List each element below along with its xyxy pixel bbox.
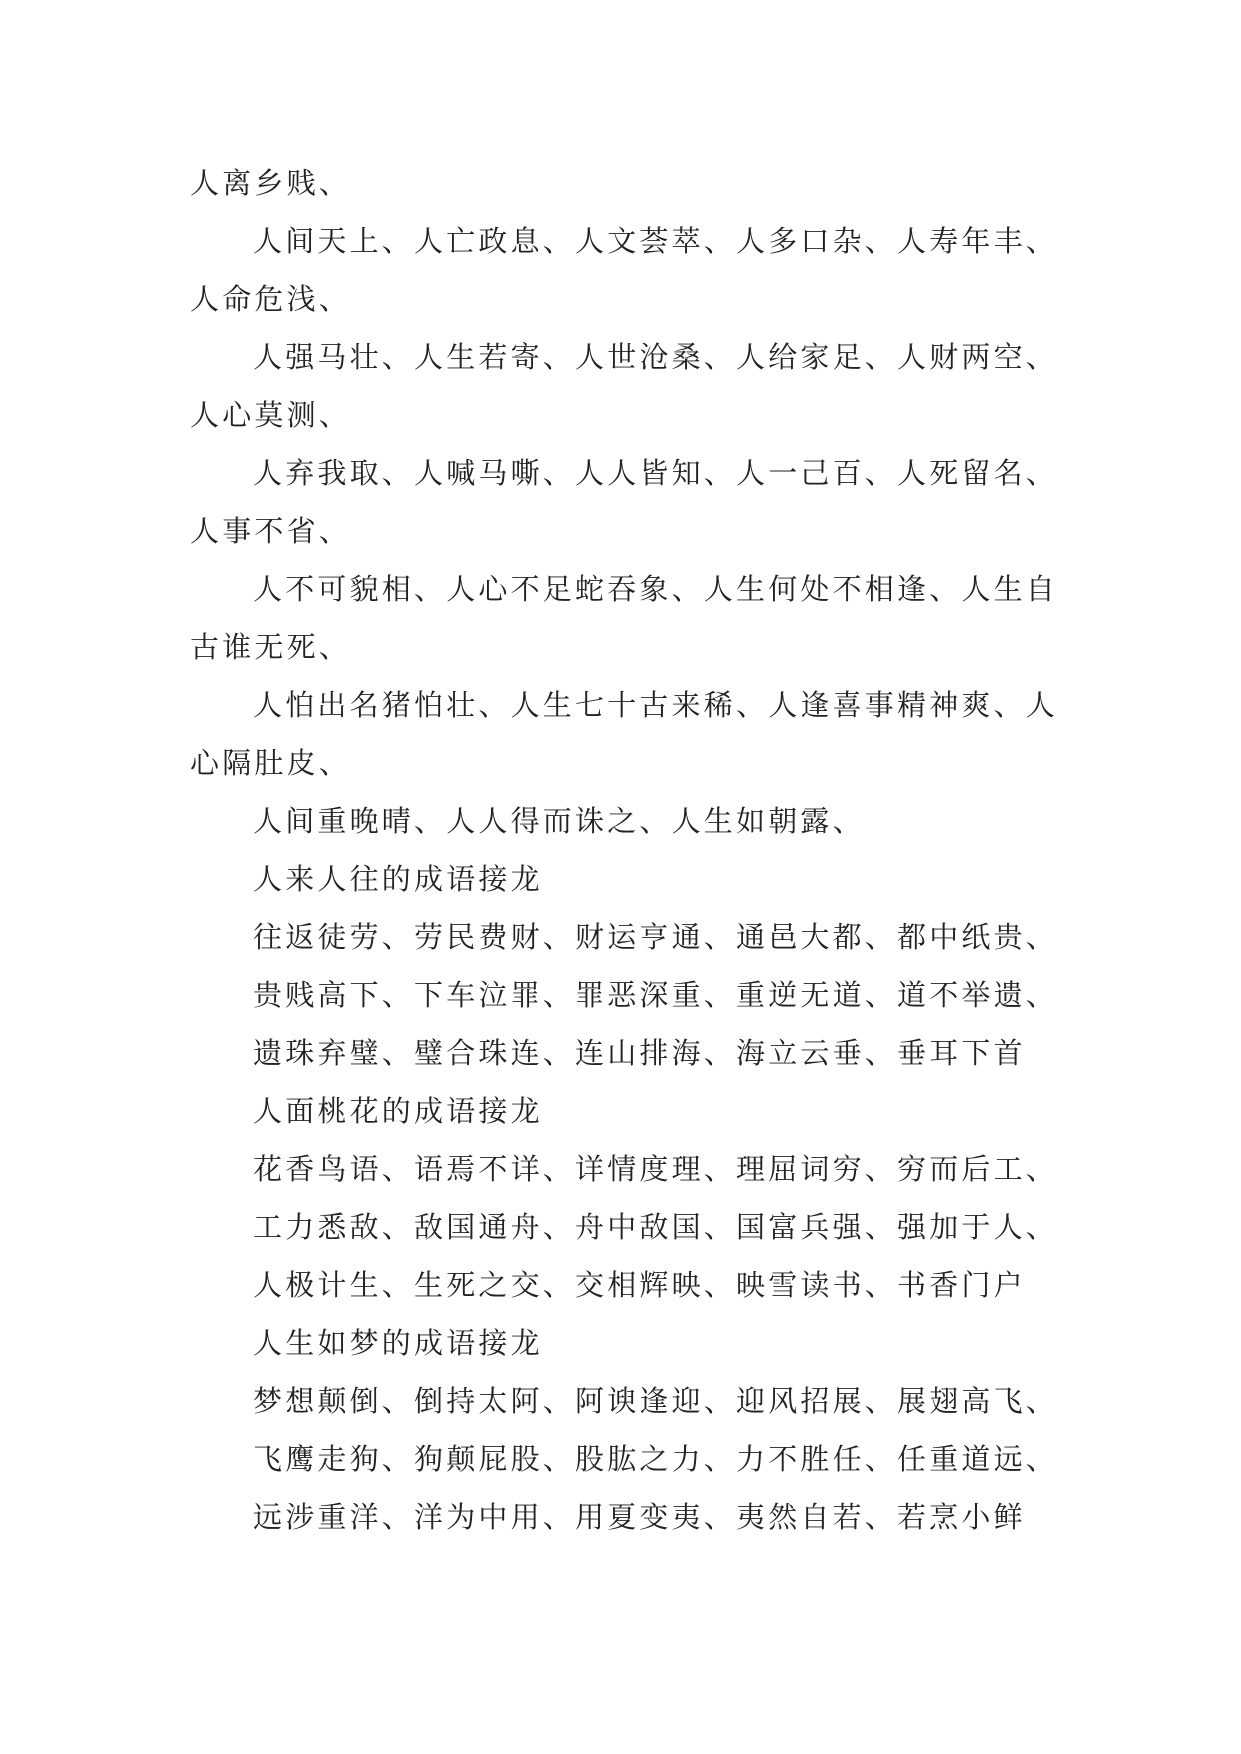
paragraph: 往返徒劳、劳民费财、财运亨通、通邑大都、都中纸贵、 [253,920,1059,954]
paragraph: 人离乡贱、 [190,166,352,200]
document-body [190,154,1090,1546]
paragraph: 远涉重洋、洋为中用、用夏变夷、夷然自若、若烹小鲜 [253,1500,1026,1534]
paragraph: 人间重晚晴、人人得而诛之、人生如朝露、 [253,804,865,838]
paragraph: 人怕出名猪怕壮、人生七十古来稀、人逢喜事精神爽、人心隔肚皮、 [190,688,1059,780]
paragraph: 人极计生、生死之交、交相辉映、映雪读书、书香门户 [253,1268,1026,1302]
paragraph: 人弃我取、人喊马嘶、人人皆知、人一己百、人死留名、人事不省、 [190,456,1059,548]
paragraph: 人间天上、人亡政息、人文荟萃、人多口杂、人寿年丰、人命危浅、 [190,224,1059,316]
section-heading: 人生如梦的成语接龙 [253,1326,543,1360]
paragraph: 花香鸟语、语焉不详、详情度理、理屈词穷、穷而后工、 [253,1152,1059,1186]
paragraph: 遗珠弃璧、璧合珠连、连山排海、海立云垂、垂耳下首 [253,1036,1026,1070]
section-heading: 人面桃花的成语接龙 [253,1094,543,1128]
paragraph: 工力悉敌、敌国通舟、舟中敌国、国富兵强、强加于人、 [253,1210,1059,1244]
paragraph: 人强马壮、人生若寄、人世沧桑、人给家足、人财两空、人心莫测、 [190,340,1059,432]
paragraph: 梦想颠倒、倒持太阿、阿谀逢迎、迎风招展、展翅高飞、 [253,1384,1059,1418]
paragraph: 飞鹰走狗、狗颠屁股、股肱之力、力不胜任、任重道远、 [253,1442,1059,1476]
paragraph: 人不可貌相、人心不足蛇吞象、人生何处不相逢、人生自古谁无死、 [190,572,1059,664]
section-heading: 人来人往的成语接龙 [253,862,543,896]
paragraph: 贵贱高下、下车泣罪、罪恶深重、重逆无道、道不举遗、 [253,978,1059,1012]
